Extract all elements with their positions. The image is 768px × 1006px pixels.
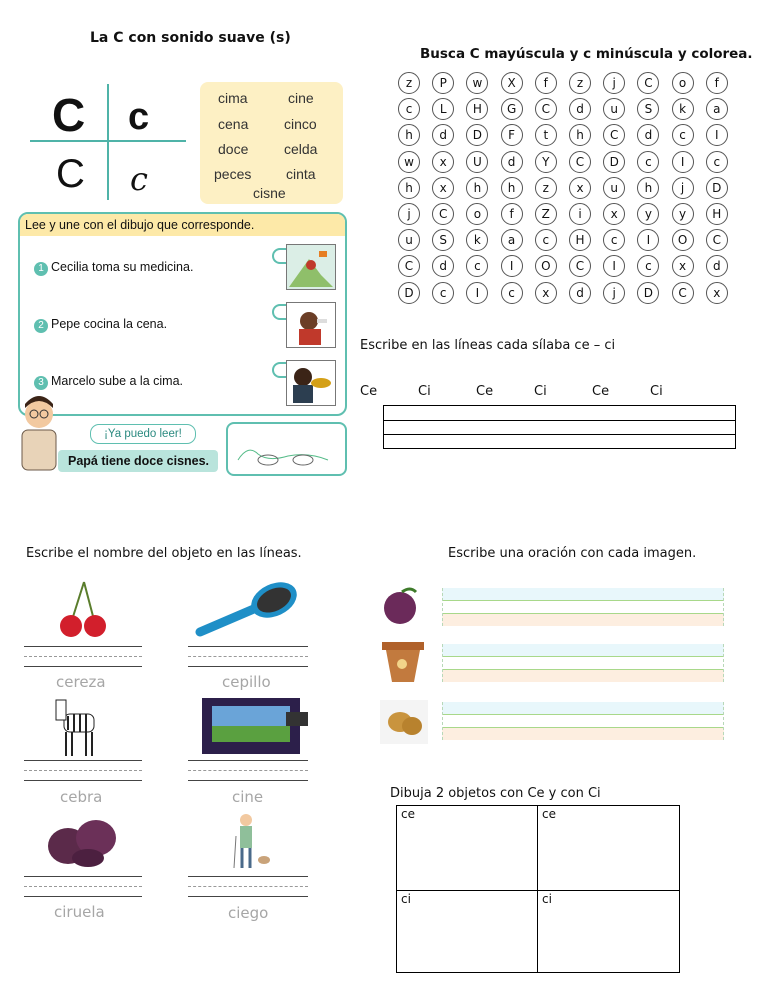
grid-letter[interactable]: I [672,151,694,173]
plum-icon [44,810,120,868]
cross-vertical-line [107,84,109,200]
write-line-ciruela-3 [24,896,142,897]
sentence-number-2: 2 [34,319,48,333]
grid-letter[interactable]: x [535,282,557,304]
grid-letter[interactable]: w [398,151,420,173]
letter-lower-print: c [128,96,150,138]
write-line-ciego-2 [188,886,308,887]
grid-letter[interactable]: o [672,72,694,94]
drawing-cell-ci-2[interactable] [538,891,679,972]
grid-letter[interactable]: x [432,151,454,173]
escribe-silabas-instruction: Escribe en las líneas cada sílaba ce – ci [360,338,616,353]
grid-letter[interactable]: I [603,255,625,277]
write-line-ciego-1[interactable] [188,876,308,877]
grid-letter[interactable]: y [637,203,659,225]
grid-letter[interactable]: h [637,177,659,199]
grid-letter[interactable]: D [398,282,420,304]
swans-picture [226,422,347,476]
grid-letter[interactable]: f [706,72,728,94]
brush-icon [194,580,304,640]
grid-letter[interactable]: I [466,282,488,304]
grid-letter[interactable]: H [466,98,488,120]
word-cine: cine [288,90,314,106]
papa-tiene-doce-cisnes: Papá tiene doce cisnes. [58,450,218,472]
grid-letter[interactable]: c [398,98,420,120]
grid-letter[interactable]: u [603,177,625,199]
word-cine: cine [232,788,264,806]
grid-letter[interactable]: D [603,151,625,173]
word-cereza: cereza [56,673,106,691]
letter-upper-script: C [56,152,85,196]
grid-letter[interactable]: I [637,229,659,251]
letter-upper-print: C [52,89,86,141]
grid-letter[interactable]: x [432,177,454,199]
syllable-ci-1: Ci [418,384,431,399]
grid-letter[interactable]: D [637,282,659,304]
sentence-lines-walnut[interactable] [442,702,724,740]
sentence-lines-flowerpot[interactable] [442,644,724,682]
escribe-nombre-instruction: Escribe el nombre del objeto en las líneas. [26,546,302,561]
grid-letter[interactable]: P [432,72,454,94]
syllable-ce-3: Ce [592,384,610,399]
grid-letter[interactable]: z [535,177,557,199]
syllable-ce-2: Ce [476,384,494,399]
grid-letter[interactable]: z [569,72,591,94]
match-hook-3[interactable] [272,362,286,378]
sentence-1-text: Cecilia toma su medicina. [51,260,194,274]
grid-letter[interactable]: x [706,282,728,304]
word-cisne: cisne [253,185,286,201]
boy-reader-illustration [14,394,64,472]
grid-letter[interactable]: d [569,98,591,120]
grid-letter[interactable]: D [466,124,488,146]
write-line-ciruela-1[interactable] [24,876,142,877]
escribe-oracion-instruction: Escribe una oración con cada imagen. [448,546,697,561]
syllable-ci-3: Ci [650,384,663,399]
grid-letter[interactable]: j [603,72,625,94]
write-line-cine-3 [188,780,308,781]
grid-letter[interactable]: d [706,255,728,277]
write-line-cereza-1[interactable] [24,646,142,647]
sentence-2 [34,317,167,333]
syllable-writing-box[interactable] [383,405,736,449]
grid-letter[interactable]: C [432,203,454,225]
grid-letter[interactable]: C [569,255,591,277]
word-cima: cima [218,90,248,106]
word-peces: peces [214,166,252,182]
grid-letter[interactable]: S [432,229,454,251]
grid-letter[interactable]: C [706,229,728,251]
drawing-cell-ci-1[interactable] [397,891,537,972]
word-cinco: cinco [284,116,317,132]
grid-letter[interactable]: d [432,255,454,277]
drawing-cell-ci-1-label: ci [401,892,411,906]
drawing-cell-ci-2-label: ci [542,892,552,906]
grid-letter[interactable]: I [706,124,728,146]
grid-letter[interactable]: U [466,151,488,173]
plum-sentence-icon [380,584,422,626]
write-line-cebra-3 [24,780,142,781]
grid-letter[interactable]: I [501,255,523,277]
grid-letter[interactable]: C [569,151,591,173]
grid-letter[interactable]: k [466,229,488,251]
cinema-icon [200,696,312,756]
ya-puedo-leer-bubble: ¡Ya puedo leer! [90,424,196,444]
write-line-ciego-3 [188,896,308,897]
grid-letter[interactable]: c [466,255,488,277]
write-line-cepillo-1[interactable] [188,646,308,647]
grid-letter[interactable]: H [706,203,728,225]
grid-letter[interactable]: Y [535,151,557,173]
drawing-cell-ce-2[interactable] [538,806,679,890]
grid-letter[interactable]: w [466,72,488,94]
word-cena: cena [218,116,249,132]
letter-search-title: Busca C mayúscula y c minúscula y colorea. [420,46,753,62]
grid-letter[interactable]: t [535,124,557,146]
sentence-3 [34,374,183,390]
grid-letter[interactable]: c [501,282,523,304]
word-doce: doce [218,141,249,157]
word-ciruela: ciruela [54,903,105,921]
climbing-mountain-picture [286,244,336,290]
sentence-1 [34,260,193,276]
word-celda: celda [284,141,318,157]
section-title-c-suave: La C con sonido suave (s) [90,30,291,46]
sentence-lines-plum[interactable] [442,588,724,626]
grid-letter[interactable]: u [603,98,625,120]
grid-letter[interactable]: C [637,72,659,94]
grid-letter[interactable]: Z [535,203,557,225]
grid-letter[interactable]: j [672,177,694,199]
grid-letter[interactable]: x [569,177,591,199]
write-line-cebra-1[interactable] [24,760,142,761]
grid-letter[interactable]: h [501,177,523,199]
grid-letter[interactable]: G [501,98,523,120]
grid-letter[interactable]: h [466,177,488,199]
syllable-word-box [200,82,343,204]
grid-letter[interactable]: d [501,151,523,173]
grid-letter[interactable]: i [569,203,591,225]
grid-letter[interactable]: h [398,124,420,146]
grid-letter[interactable]: o [466,203,488,225]
letter-lower-script: c [130,160,148,198]
sentence-number-1: 1 [34,262,48,276]
zebra-icon [52,694,102,758]
grid-letter[interactable]: f [535,72,557,94]
walnut-icon [380,700,428,744]
write-line-cereza-3 [24,666,142,667]
grid-letter[interactable]: H [569,229,591,251]
grid-letter[interactable]: O [535,255,557,277]
grid-letter[interactable]: k [672,98,694,120]
grid-letter[interactable]: S [637,98,659,120]
word-cinta: cinta [286,166,316,182]
drawing-cell-ce-2-label: ce [542,807,556,821]
grid-letter[interactable]: X [501,72,523,94]
grid-letter[interactable]: x [603,203,625,225]
flowerpot-icon [380,640,426,684]
sentence-3-text: Marcelo sube a la cima. [51,374,184,388]
drawing-cell-ce-1[interactable] [397,806,537,890]
grid-letter[interactable]: c [637,255,659,277]
grid-letter[interactable]: c [535,229,557,251]
cooking-picture [286,360,336,406]
write-line-cine-1[interactable] [188,760,308,761]
grid-letter[interactable]: d [569,282,591,304]
word-cebra: cebra [60,788,103,806]
drawing-cell-ce-1-label: ce [401,807,415,821]
grid-letter[interactable]: c [672,124,694,146]
grid-letter[interactable]: L [432,98,454,120]
grid-letter[interactable]: a [706,98,728,120]
syllable-ce-1: Ce [360,384,378,399]
grid-letter[interactable]: O [672,229,694,251]
write-line-cereza-2 [24,656,142,657]
grid-letter[interactable]: y [672,203,694,225]
grid-letter[interactable]: h [569,124,591,146]
word-ciego: ciego [228,904,269,922]
grid-letter[interactable]: j [603,282,625,304]
cherry-icon [54,580,114,640]
grid-letter[interactable]: f [501,203,523,225]
grid-letter[interactable]: c [637,151,659,173]
grid-letter[interactable]: z [398,72,420,94]
grid-letter[interactable]: x [672,255,694,277]
grid-letter[interactable]: j [398,203,420,225]
grid-letter[interactable]: D [706,177,728,199]
word-cepillo: cepillo [222,673,271,691]
grid-letter[interactable]: C [535,98,557,120]
write-line-ciruela-2 [24,886,142,887]
grid-letter[interactable]: c [603,229,625,251]
grid-letter[interactable]: F [501,124,523,146]
sentence-number-3: 3 [34,376,48,390]
grid-letter[interactable]: C [398,255,420,277]
grid-letter[interactable]: c [432,282,454,304]
grid-letter[interactable]: c [706,151,728,173]
lee-y-une-header: Lee y une con el dibujo que corresponde. [20,214,345,236]
match-hook-1[interactable] [272,248,286,264]
grid-letter[interactable]: C [603,124,625,146]
write-line-cebra-2 [24,770,142,771]
lee-y-une-box [18,212,347,416]
blind-man-icon [232,812,272,870]
write-line-cine-2 [188,770,308,771]
letter-search-grid [398,72,740,312]
grid-letter[interactable]: h [398,177,420,199]
dibuja-instruction: Dibuja 2 objetos con Ce y con Ci [390,786,601,801]
grid-letter[interactable]: d [637,124,659,146]
write-line-cepillo-3 [188,666,308,667]
write-line-cepillo-2 [188,656,308,657]
grid-letter[interactable]: a [501,229,523,251]
medicine-picture [286,302,336,348]
grid-letter[interactable]: d [432,124,454,146]
drawing-grid [396,805,680,973]
grid-letter[interactable]: C [672,282,694,304]
match-hook-2[interactable] [272,304,286,320]
sentence-2-text: Pepe cocina la cena. [51,317,168,331]
syllable-ci-2: Ci [534,384,547,399]
grid-letter[interactable]: u [398,229,420,251]
